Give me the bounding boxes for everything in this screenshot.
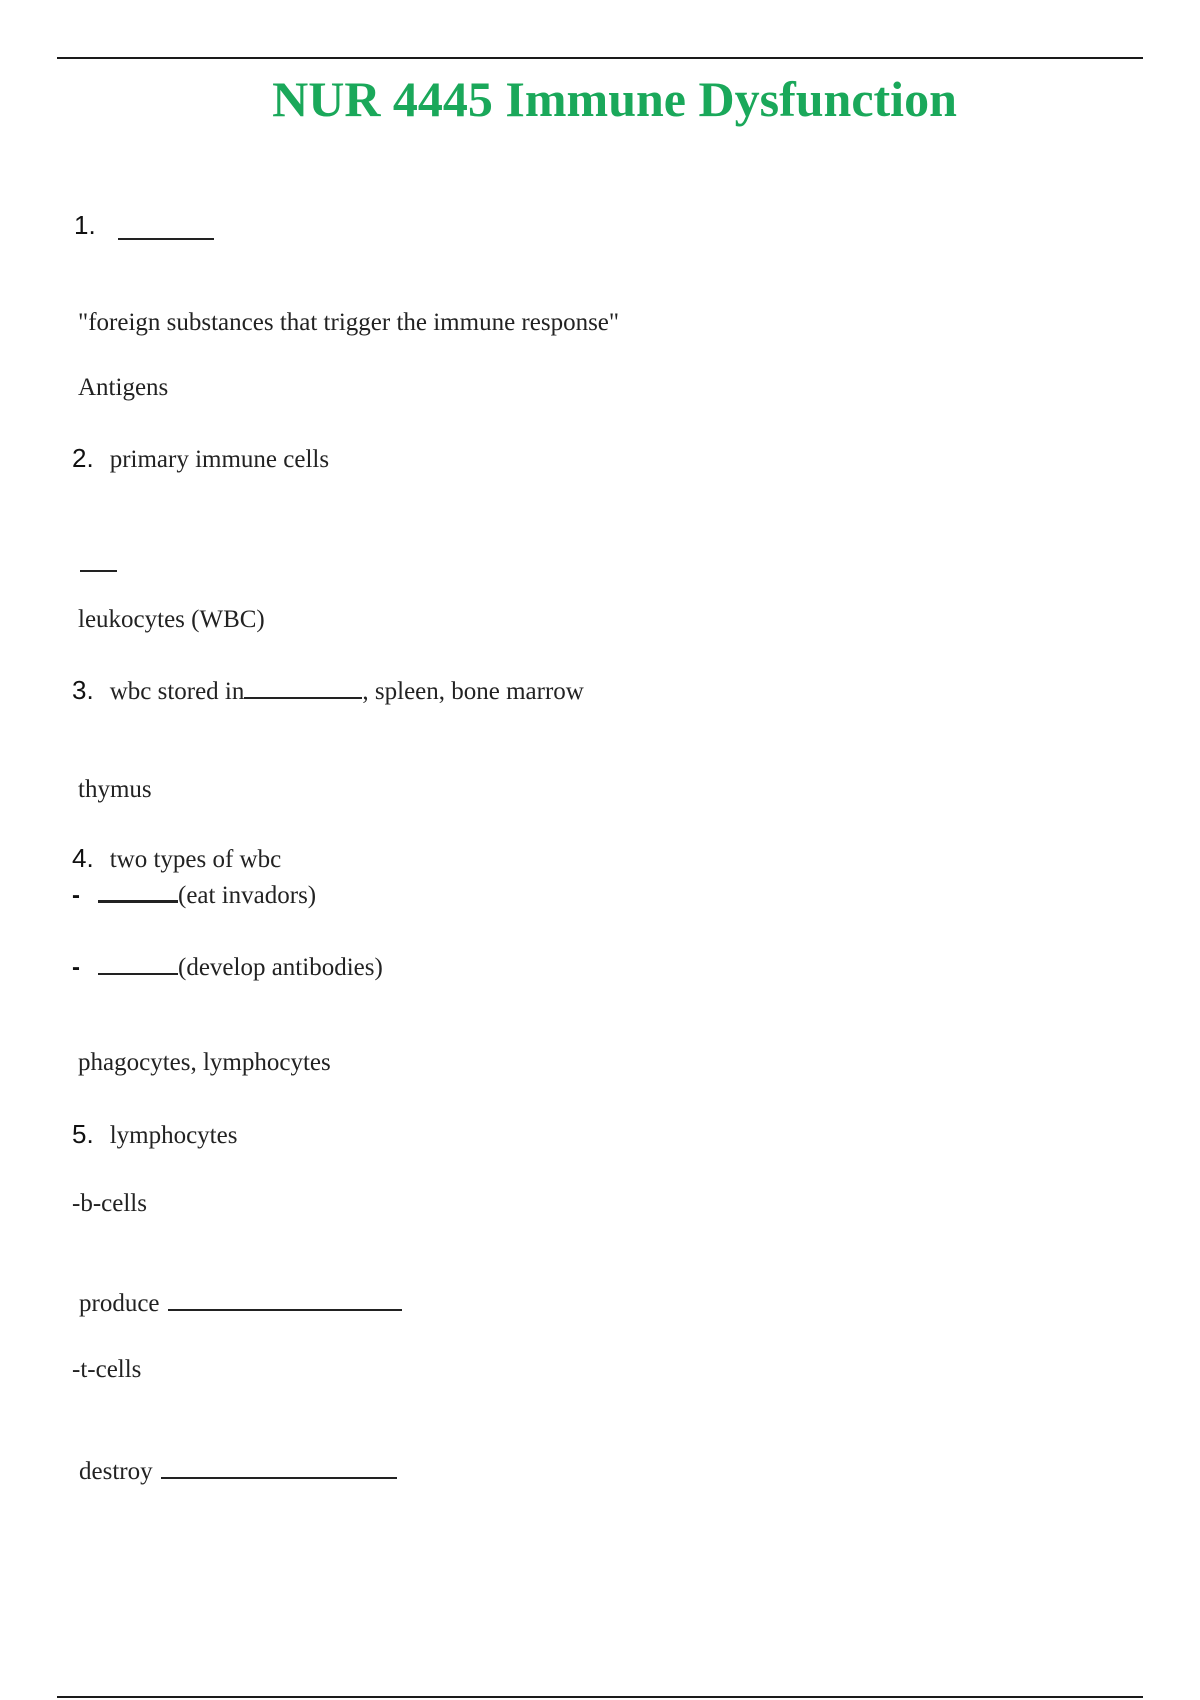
- question-3: [72, 675, 584, 706]
- bottom-rule: [57, 1696, 1143, 1698]
- question-5: [72, 1119, 237, 1150]
- question-3-number: 3.: [72, 675, 94, 705]
- question-3-blank: [244, 675, 362, 699]
- question-5-destroy-blank: [161, 1455, 397, 1479]
- question-4-item-2-label: (develop antibodies): [178, 954, 383, 981]
- question-1-blank: [118, 238, 214, 240]
- top-rule: [57, 57, 1143, 59]
- question-5-number: 5.: [72, 1119, 94, 1149]
- question-2-prompt: primary immune cells: [109, 446, 330, 473]
- question-4-item-1: [72, 878, 316, 910]
- question-5-b-cells: -b-cells: [72, 1190, 147, 1217]
- question-4-blank-2: [98, 951, 178, 975]
- question-4-number: 4.: [72, 843, 94, 873]
- question-1: [74, 210, 96, 241]
- question-2-blank: [80, 570, 117, 572]
- question-2-answer: leukocytes (WBC): [78, 606, 265, 633]
- question-5-prompt: lymphocytes: [109, 1122, 238, 1149]
- question-3-prompt-before: wbc stored in: [109, 678, 245, 705]
- page-title: NUR 4445 Immune Dysfunction: [272, 71, 957, 127]
- question-1-answer: Antigens: [78, 374, 169, 401]
- question-3-prompt-after: , spleen, bone marrow: [362, 678, 584, 705]
- bullet-dash: -: [72, 954, 80, 981]
- question-1-definition: "foreign substances that trigger the immune response": [78, 309, 620, 336]
- question-5-produce-label: produce: [79, 1290, 160, 1317]
- question-4-item-2: [72, 951, 383, 982]
- question-5-produce-blank: [168, 1287, 402, 1311]
- question-5-destroy-label: destroy: [79, 1458, 153, 1485]
- question-2: [72, 443, 329, 474]
- question-4-answer: phagocytes, lymphocytes: [78, 1049, 331, 1076]
- bullet-dash: -: [72, 882, 80, 909]
- question-4-prompt: two types of wbc: [109, 846, 282, 873]
- question-3-answer: thymus: [78, 776, 152, 803]
- question-5-t-cells: -t-cells: [72, 1356, 142, 1383]
- question-4-item-1-label: (eat invadors): [178, 882, 317, 909]
- question-5-destroy: [79, 1455, 397, 1486]
- question-5-produce: [79, 1287, 402, 1318]
- question-2-number: 2.: [72, 443, 94, 473]
- question-1-number: 1.: [74, 210, 96, 240]
- question-4-blank-1: [98, 878, 178, 903]
- question-4: [72, 843, 281, 874]
